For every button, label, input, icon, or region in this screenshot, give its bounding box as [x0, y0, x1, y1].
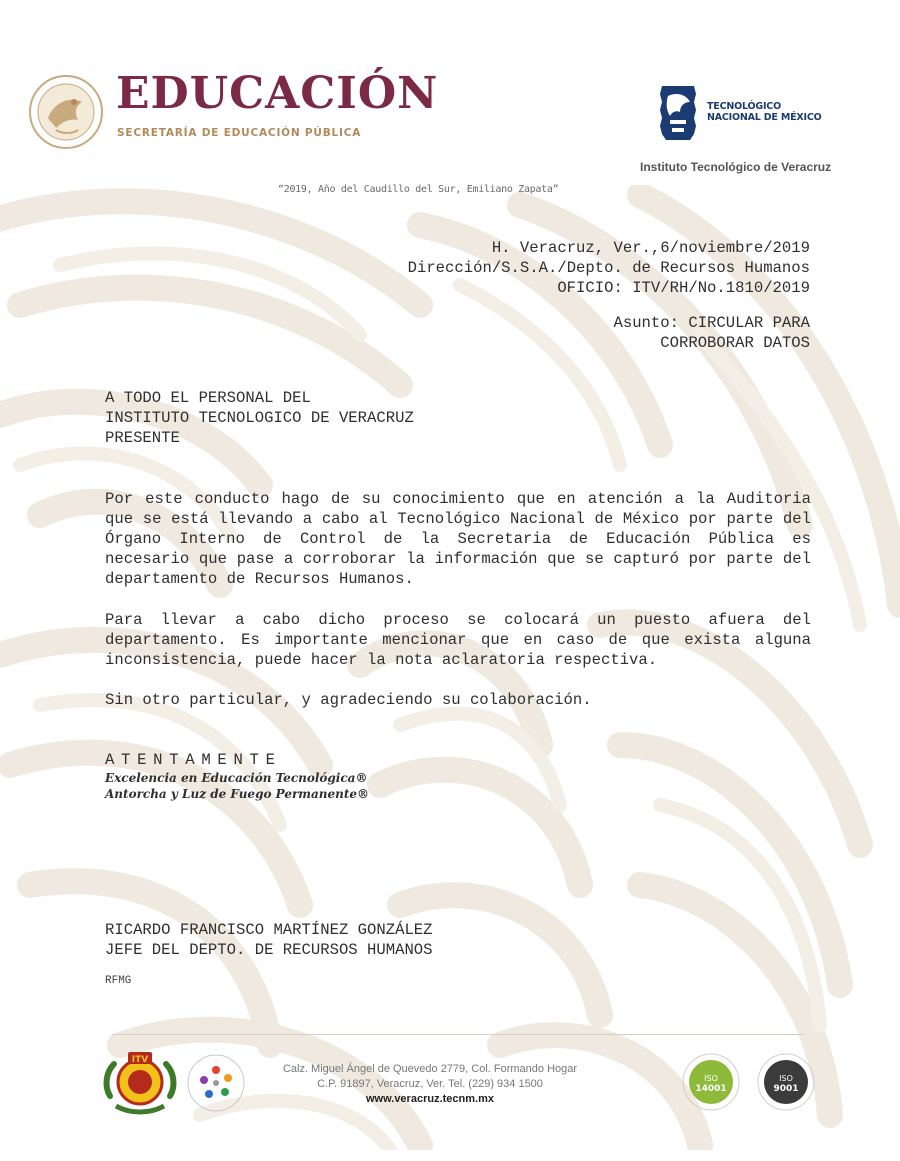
tecnm-wordmark	[707, 101, 821, 123]
tecnm-gear-logo-icon	[656, 82, 700, 144]
address-line2: C.P. 91897, Veracruz, Ver. Tel. (229) 934 1500	[317, 1078, 543, 1090]
signature-block	[105, 920, 433, 960]
addressee-line2: INSTITUTO TECNOLOGICO DE VERACRUZ	[105, 409, 414, 427]
address-line1: Calz. Miguel Ángel de Quevedo 2779, Col. Formando Hogar	[282, 1063, 578, 1075]
tecnm-line1: TECNOLÓGICO	[707, 101, 781, 112]
department-line: Dirección/S.S.A./Depto. de Recursos Humanos	[407, 259, 810, 277]
website-link[interactable]: www.veracruz.tecnm.mx	[366, 1093, 494, 1105]
body-paragraph-3: Sin otro particular, y agradeciendo su colaboración.	[105, 691, 592, 709]
footer-divider	[112, 1034, 804, 1035]
reference-block	[408, 238, 810, 298]
footer-address	[270, 1062, 590, 1107]
iso2-label: ISO	[779, 1074, 793, 1083]
body-paragraph-1: Por este conducto hago de su conocimiento que en atención a la Auditoria que se está llevando a cabo al Tecnológico Nacional de México por parte del Órgano Interno de Control de la Secretaria de Educación Pública es necesario que pase a corroborar la información que se capturó por parte del departamento de Recursos Humanos.	[105, 490, 811, 588]
ministry-subtitle: SECRETARÍA DE EDUCACIÓN PÚBLICA	[117, 127, 362, 139]
subject-line2: CORROBORAR DATOS	[660, 334, 810, 352]
iso1-label: ISO	[704, 1074, 718, 1083]
closing-atentamente: ATENTAMENTE	[105, 751, 282, 769]
iso-9001-badge-icon	[756, 1050, 816, 1114]
itv-logo-text: ITV	[131, 1055, 149, 1065]
subject-line1: Asunto: CIRCULAR PARA	[613, 314, 810, 332]
place-date: H. Veracruz, Ver.,6/noviembre/2019	[491, 239, 810, 257]
tecnm-line2: NACIONAL DE MÉXICO	[707, 112, 822, 123]
iso1-number: 14001	[695, 1084, 727, 1094]
iso-14001-badge-icon	[681, 1050, 741, 1114]
initials: RFMG	[105, 975, 132, 987]
addressee-line3: PRESENTE	[105, 429, 180, 447]
mexican-coat-of-arms-icon	[26, 72, 106, 152]
subject-block	[613, 313, 810, 353]
ministry-title: EDUCACIÓN	[116, 68, 439, 119]
institute-name: Instituto Tecnológico de Veracruz	[640, 160, 832, 174]
addressee-block	[105, 388, 414, 448]
lema-line1: Excelencia en Educación Tecnológica®	[105, 771, 368, 785]
oficio-number: OFICIO: ITV/RH/No.1810/2019	[557, 279, 810, 297]
institutional-lema	[105, 770, 369, 802]
non-discrimination-seal-icon	[185, 1052, 247, 1114]
itv-emblem-icon	[100, 1046, 180, 1116]
iso2-number: 9001	[773, 1084, 799, 1094]
signer-name: RICARDO FRANCISCO MARTÍNEZ GONZÁLEZ	[105, 921, 433, 939]
year-motto: “2019, Año del Caudillo del Sur, Emiliano Zapata”	[278, 184, 559, 195]
body-paragraph-2: Para llevar a cabo dicho proceso se colocará un puesto afuera del departamento. Es importante mencionar que en caso de que exista alguna inconsistencia, puede hacer la nota aclaratoria respectiva.	[105, 611, 811, 669]
addressee-line1: A TODO EL PERSONAL DEL	[105, 389, 311, 407]
lema-line2: Antorcha y Luz de Fuego Permanente®	[105, 787, 370, 801]
signer-title: JEFE DEL DEPTO. DE RECURSOS HUMANOS	[105, 941, 433, 959]
